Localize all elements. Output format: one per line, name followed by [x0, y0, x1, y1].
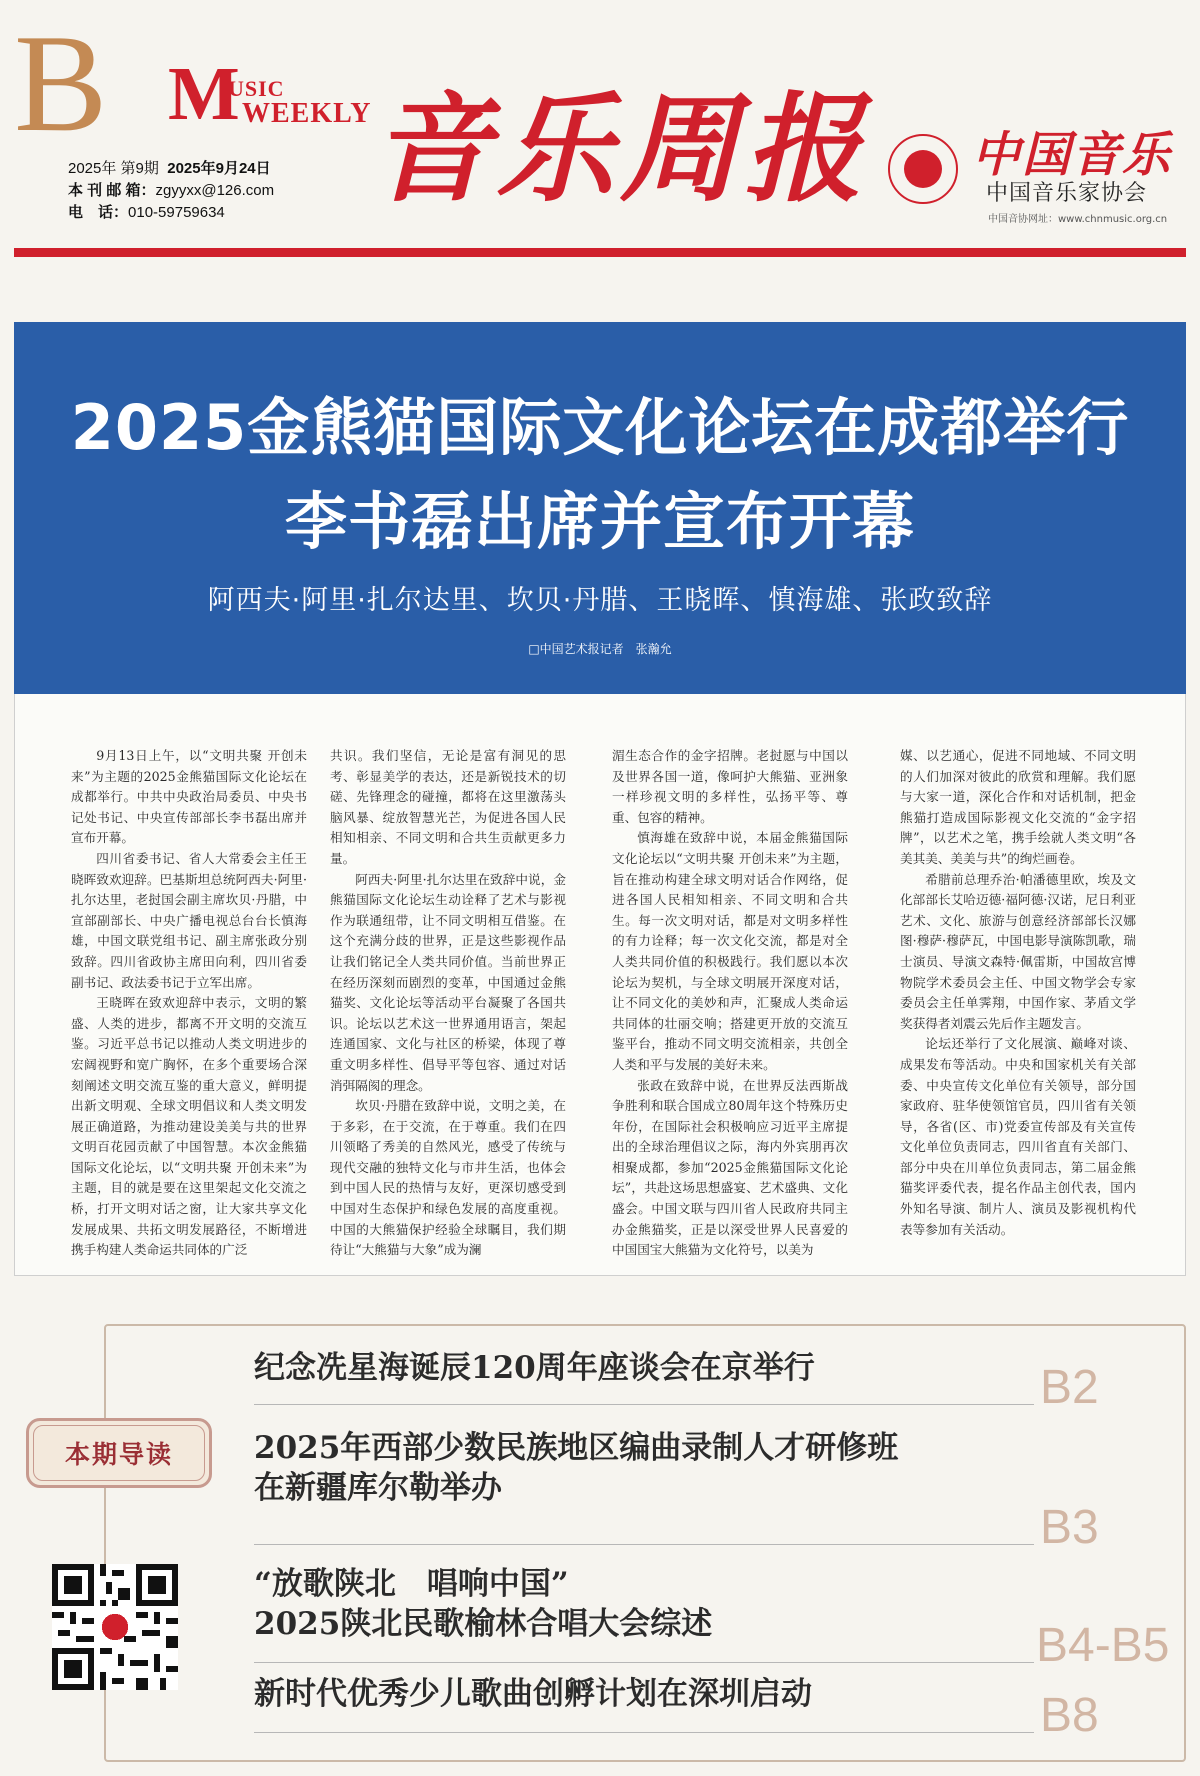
- article-column-4: [900, 746, 1136, 1246]
- guide-item-title: “放歌陕北 唱响中国”: [254, 1566, 569, 1602]
- main-headline-line2: 李书磊出席并宣布开幕: [284, 485, 915, 558]
- subheadline: 阿西夫·阿里·扎尔达里、坎贝·丹腊、王晓晖、慎海雄、张政致辞: [207, 585, 993, 616]
- guide-item-title: 2025陕北民歌榆林合唱大会综述: [254, 1606, 713, 1642]
- issue-date: 2025年9月24日: [167, 160, 271, 177]
- masthead-divider: [14, 248, 1186, 257]
- paragraph: 论坛还举行了文化展演、巅峰对谈、成果发布等活动。中央和国家机关有关部委、中央宣传文化单位有关领导，部分国家政府、驻华使领馆官员，四川省有关领导，各省(区、市)党委宣传部及有关宣传文化单位负责同志，四川省直有关部门、部分中央在川单位负责同志，第二届金熊猫奖评委代表，提名作品主创代表，国内外知名导演、制片人、演员及影视机构代表等参加有关活动。: [900, 1036, 1136, 1237]
- article-body: [14, 694, 1186, 1276]
- guide-page-b2[interactable]: B2: [1040, 1361, 1099, 1414]
- guide-item-title: 新时代优秀少儿歌曲创孵计划在深圳启动: [254, 1676, 812, 1712]
- paragraph: 媒、以艺通心，促进不同地域、不同文明的人们加深对彼此的欣赏和理解。我们愿与大家一道，深化合作和对话机制，把金熊猫打造成国际影视文化交流的“金字招牌”，以艺术之笔，携手绘就人类文明“各美其美、美美与共”的绚烂画卷。: [900, 748, 1136, 866]
- qr-code-icon[interactable]: [52, 1564, 178, 1690]
- paragraph: 张政在致辞中说，在世界反法西斯战争胜利和联合国成立80周年这个特殊历史年份，在国际社会积极响应习近平主席提出的全球治理倡议之际，海内外宾朋再次相聚成都，参加“2025金熊猫国际文化论坛”，共赴这场思想盛宴、艺术盛典、文化盛会。中国文联与四川省人民政府共同主办金熊猫奖，正是以深受世界人民喜爱的中国国宝大熊猫为文化符号，以美为: [612, 1077, 848, 1258]
- music-association-emblem-icon: [888, 134, 958, 204]
- issue-number: 2025年 第9期: [68, 160, 159, 177]
- logo-m: M: [168, 52, 240, 136]
- byline: □中国艺术报记者 张瀚允: [528, 642, 672, 656]
- guide-item-b4-b5[interactable]: [254, 1564, 1114, 1644]
- logo-weekly: WEEKLY: [242, 98, 372, 129]
- paragraph: 王晓晖在致欢迎辞中表示，文明的繁盛、人类的进步，都离不开文明的交流互鉴。习近平总书记以推动人类文明进步的宏阔视野和宽广胸怀，在多个重要场合深刻阐述文明交流互鉴的重大意义，鲜明提出新文明观、全球文明倡议和人类文明发展正确道路，为推动建设美美与共的世界文明百花园贡献了中国智慧。本次金熊猫国际文化论坛，以“文明共聚 开创未来”为主题，目的就是要在这里架起文化交流之桥，打开文明对话之窗，让大家共享文化发展成果、共拓文明发展路径，不断增进携手构建人类命运共同体的广泛: [71, 995, 307, 1258]
- article-column-1: [71, 746, 307, 1258]
- guide-item-rule: [254, 1732, 1034, 1733]
- guide-page-b4-b5[interactable]: B4-B5: [1036, 1619, 1170, 1672]
- headline-block: [14, 322, 1186, 694]
- guide-item-b8[interactable]: [254, 1674, 1114, 1714]
- guide-page-b8[interactable]: B8: [1040, 1689, 1099, 1742]
- paragraph: 阿西夫·阿里·扎尔达里在致辞中说，金熊猫国际文化论坛生动诠释了艺术与影视作为联通纽带，让不同文明相互借鉴。在这个充满分歧的世界，正是这些影视作品让我们铭记全人类共同价值。当前世界正在经历深刻而剧烈的变革，中国通过金熊猫奖、文化论坛等活动平台凝聚了各国共识。论坛以艺术这一世界通用语言，架起连通国家、文化与社区的桥梁，体现了尊重文明多样性、倡导平等包容、通过对话消弭隔阂的理念。: [330, 871, 566, 1093]
- guide-item-rule: [254, 1662, 1034, 1663]
- phone-label: 电 话：: [68, 204, 129, 221]
- guide-item-title: 纪念冼星海诞辰120周年座谈会在京举行: [254, 1350, 815, 1386]
- guide-item-b3[interactable]: [254, 1428, 1114, 1508]
- guide-item-rule: [254, 1544, 1034, 1545]
- article-column-3: [612, 746, 848, 1258]
- guide-badge-label: 本期导读: [64, 1440, 173, 1469]
- music-weekly-logo: [168, 52, 372, 136]
- email-address[interactable]: zgyyxx@126.com: [155, 182, 275, 199]
- paragraph: 9月13日上午，以“文明共聚 开创未来”为主题的2025金熊猫国际文化论坛在成都举行。中共中央政治局委员、中央书记处书记、中央宣传部部长李书磊出席并宣布开幕。: [71, 748, 307, 846]
- paragraph: 共识。我们坚信，无论是富有洞见的思考、彰显美学的表达，还是新锐技术的切磋、先锋理念的碰撞，都将在这里激荡头脑风暴、绽放智慧光芒，为促进各国人民相知相亲、不同文明和合共生贡献更多力量。: [330, 748, 566, 866]
- guide-item-rule: [254, 1404, 1034, 1405]
- association-url[interactable]: 中国音协网址：www.chnmusic.org.cn: [988, 214, 1168, 225]
- paragraph: 希腊前总理乔治·帕潘德里欧，埃及文化部部长艾哈迈德·福阿德·汉诺，尼日利亚艺术、文化、旅游与创意经济部部长汉娜图·穆萨·穆萨瓦，中国电影导演陈凯歌，瑞士演员、导演文森特·佩雷斯，中国故宫博物院学术委员会主任、中国文物学会专家委员会主任单霁翔，中国作家、茅盾文学奖获得者刘震云先后作主题发言。: [900, 871, 1136, 1031]
- paragraph: 慎海雄在致辞中说，本届金熊猫国际文化论坛以“文明共聚 开创未来”为主题，旨在推动构建全球文明对话合作网络，促进各国人民相知相亲、不同文明和合共生。每一次文明对话，都是对文明多样性的有力诠释；每一次文化交流，都是对全人类共同价值的积极践行。我们愿以本次论坛为契机，与全球文明展开深度对话，让不同文化的美妙和声，汇聚成人类命运共同体的壮丽交响；搭建更开放的交流互鉴平台，推动不同文明交流相亲，共创全人类和平与发展的美好未来。: [612, 830, 848, 1072]
- association-name: 中国音乐家协会: [986, 181, 1148, 206]
- issue-info: [68, 158, 274, 224]
- main-headline: 2025金熊猫国际文化论坛在成都举行: [70, 391, 1130, 464]
- guide-item-title: 在新疆库尔勒举办: [254, 1470, 502, 1506]
- email-label: 本 刊 邮 箱：: [68, 182, 156, 199]
- article-column-2: [330, 746, 566, 1258]
- guide-page-b3[interactable]: B3: [1040, 1501, 1099, 1554]
- logo-music: USIC: [228, 76, 285, 101]
- guide-item-title: 2025年西部少数民族地区编曲录制人才研修班: [254, 1430, 899, 1466]
- guide-badge: [26, 1418, 212, 1488]
- paragraph: 坎贝·丹腊在致辞中说，文明之美，在于多彩，在于交流，在于尊重。我们在四川领略了秀美的自然风光，感受了传统与现代交融的独特文化与市井生活，也体会到中国人民的热情与友好，更深切感受到中国对生态保护和绿色发展的高度重视。中国的大熊猫保护经验全球瞩目，我们期待让“大熊猫与大象”成为澜: [330, 1098, 566, 1258]
- paragraph: 湄生态合作的金字招牌。老挝愿与中国以及世界各国一道，像呵护大熊猫、亚洲象一样珍视文明的多样性，弘扬平等、尊重、包容的精神。: [612, 748, 848, 825]
- newspaper-title: 音乐周报: [372, 79, 869, 218]
- masthead: [0, 0, 1200, 262]
- phone-number: 010-59759634: [128, 204, 225, 221]
- association-calligraphy: 中国音乐: [972, 127, 1173, 183]
- guide-item-b2[interactable]: [254, 1348, 1114, 1388]
- section-letter: B: [14, 6, 108, 161]
- paragraph: 四川省委书记、省人大常委会主任王晓晖致欢迎辞。巴基斯坦总统阿西夫·阿里·扎尔达里，老挝国会副主席坎贝·丹腊，中宣部副部长、中央广播电视总台台长慎海雄，中国文联党组书记、副主席张政分别致辞。四川省政协主席田向利，四川省委副书记、政法委书记于立军出席。: [71, 850, 307, 990]
